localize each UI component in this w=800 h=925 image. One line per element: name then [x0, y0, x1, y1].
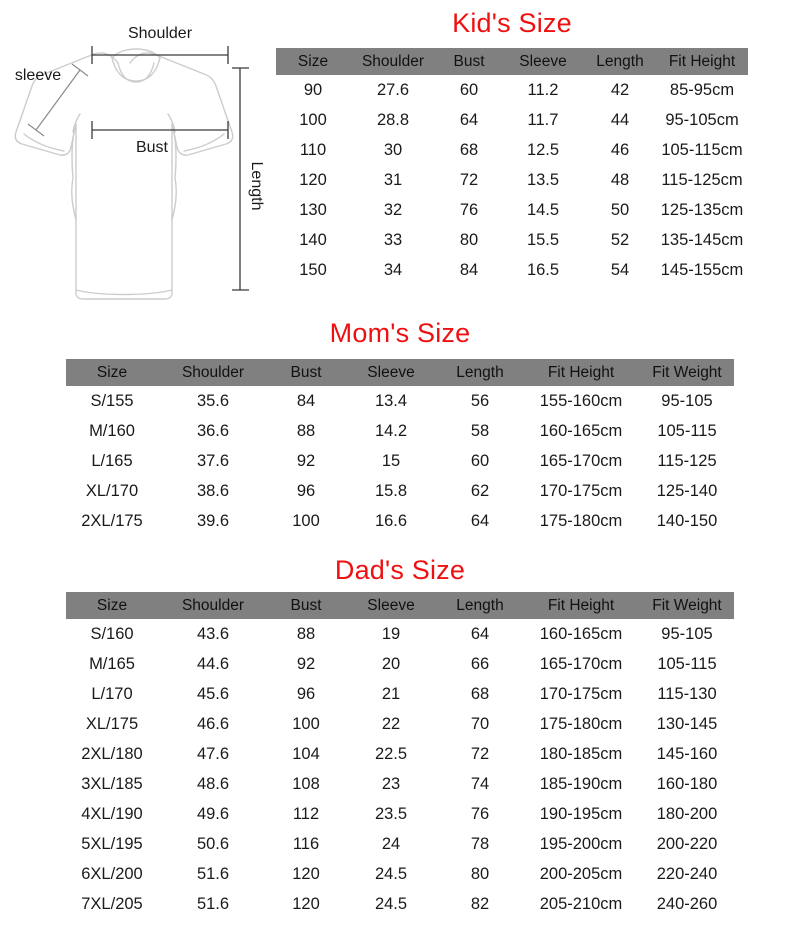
table-row: [276, 135, 748, 165]
table-cell: 116: [292, 834, 320, 853]
table-cell: 78: [470, 834, 490, 853]
moms-table-body: [66, 386, 734, 536]
column-header: Length: [584, 48, 656, 75]
table-cell: 23: [381, 774, 401, 793]
table-cell: 49.6: [196, 804, 230, 823]
table-cell: 110: [299, 140, 327, 159]
bust-measure-line: [92, 121, 228, 139]
column-header: Shoulder: [158, 359, 268, 386]
table-cell: 170-175cm: [539, 481, 623, 500]
table-row: [66, 799, 734, 829]
table-cell: 112: [292, 804, 320, 823]
shoulder-label: Shoulder: [127, 25, 193, 42]
table-cell: 96: [296, 684, 316, 703]
column-header: Bust: [268, 592, 344, 619]
table-cell: 88: [296, 421, 316, 440]
table-cell: 90: [303, 80, 323, 99]
table-cell: 145-155cm: [660, 260, 744, 279]
table-row: [66, 769, 734, 799]
table-row: [66, 829, 734, 859]
table-cell: 22: [381, 714, 401, 733]
table-cell: 11.2: [527, 80, 559, 99]
table-cell: 5XL/195: [81, 834, 143, 853]
table-cell: 64: [470, 511, 490, 530]
column-header: Fit Height: [656, 48, 748, 75]
table-cell: 52: [610, 230, 630, 249]
table-row: [276, 105, 748, 135]
table-cell: 3XL/185: [81, 774, 143, 793]
table-cell: 44: [610, 110, 630, 129]
table-row: [276, 225, 748, 255]
length-measure-line: [232, 68, 249, 290]
table-cell: 22.5: [374, 744, 408, 763]
table-cell: 120: [299, 170, 327, 189]
table-cell: 54: [610, 260, 630, 279]
table-cell: 50.6: [196, 834, 230, 853]
table-cell: 39.6: [196, 511, 230, 530]
table-cell: 95-105: [661, 391, 713, 410]
table-row: [276, 75, 748, 105]
table-cell: 24: [381, 834, 401, 853]
table-cell: 50: [610, 200, 630, 219]
table-cell: L/165: [91, 451, 133, 470]
column-header: Size: [276, 48, 350, 75]
table-header-row: [276, 48, 748, 75]
table-cell: 95-105: [661, 624, 713, 643]
table-cell: 105-115: [657, 654, 717, 673]
table-cell: 16.6: [374, 511, 408, 530]
table-cell: 68: [459, 140, 479, 159]
table-cell: 19: [381, 624, 401, 643]
table-cell: 46.6: [196, 714, 230, 733]
table-cell: 70: [470, 714, 490, 733]
column-header: Fit Weight: [640, 592, 734, 619]
table-cell: 85-95cm: [669, 80, 735, 99]
table-cell: 60: [459, 80, 479, 99]
table-cell: 23.5: [374, 804, 408, 823]
table-cell: 72: [470, 744, 490, 763]
table-cell: 140-150: [656, 511, 718, 530]
column-header: Shoulder: [350, 48, 436, 75]
table-row: [66, 889, 734, 919]
table-cell: XL/170: [85, 481, 139, 500]
table-cell: 120: [292, 894, 320, 913]
table-cell: 60: [470, 451, 490, 470]
table-cell: 48: [610, 170, 630, 189]
table-row: [276, 165, 748, 195]
table-cell: 56: [470, 391, 490, 410]
column-header: Fit Weight: [640, 359, 734, 386]
table-cell: 21: [381, 684, 401, 703]
table-cell: 200-205cm: [539, 864, 623, 883]
table-row: [66, 679, 734, 709]
column-header: Bust: [268, 359, 344, 386]
table-cell: 34: [383, 260, 403, 279]
table-cell: 12.5: [526, 140, 560, 159]
table-cell: 125-140: [656, 481, 718, 500]
table-cell: 100: [299, 110, 327, 129]
dads-size-title: Dad's Size: [334, 555, 466, 585]
table-cell: 125-135cm: [660, 200, 744, 219]
table-cell: 155-160cm: [539, 391, 623, 410]
table-cell: 165-170cm: [539, 451, 623, 470]
table-cell: 160-165cm: [539, 421, 623, 440]
table-cell: 92: [296, 451, 316, 470]
column-header: Size: [66, 359, 158, 386]
table-cell: 16.5: [526, 260, 560, 279]
table-cell: 32: [383, 200, 403, 219]
table-cell: 100: [292, 511, 320, 530]
dads-size-table: [66, 592, 734, 919]
tshirt-measurement-diagram: [0, 8, 272, 308]
table-cell: 2XL/180: [81, 744, 143, 763]
table-cell: 190-195cm: [539, 804, 623, 823]
table-cell: 180-185cm: [539, 744, 623, 763]
table-cell: 15.5: [526, 230, 560, 249]
table-cell: 15: [381, 451, 401, 470]
table-cell: 15.8: [374, 481, 408, 500]
table-cell: 108: [292, 774, 320, 793]
table-cell: S/160: [90, 624, 134, 643]
table-cell: 115-125cm: [661, 170, 743, 189]
table-cell: 14.5: [526, 200, 560, 219]
table-row: [276, 255, 748, 285]
table-cell: 42: [610, 80, 630, 99]
table-cell: 44.6: [196, 654, 230, 673]
table-cell: 35.6: [196, 391, 230, 410]
table-cell: 205-210cm: [539, 894, 623, 913]
table-cell: 64: [470, 624, 490, 643]
table-cell: 95-105cm: [665, 110, 739, 129]
table-cell: 130: [299, 200, 327, 219]
column-header: Sleeve: [344, 359, 438, 386]
table-cell: 58: [470, 421, 490, 440]
table-cell: 104: [292, 744, 320, 763]
table-cell: 92: [296, 654, 316, 673]
table-cell: M/160: [89, 421, 135, 440]
table-row: [66, 416, 734, 446]
table-cell: 6XL/200: [81, 864, 143, 883]
table-cell: 31: [383, 170, 403, 189]
table-cell: 175-180cm: [539, 714, 623, 733]
table-cell: 175-180cm: [539, 511, 623, 530]
sleeve-label: sleeve: [14, 67, 62, 84]
table-cell: 88: [296, 624, 316, 643]
table-row: [66, 649, 734, 679]
table-cell: 105-115: [657, 421, 717, 440]
table-cell: 4XL/190: [81, 804, 143, 823]
table-cell: 165-170cm: [539, 654, 623, 673]
table-cell: 130-145: [656, 714, 718, 733]
table-row: [66, 859, 734, 889]
table-cell: 45.6: [196, 684, 230, 703]
table-cell: 68: [470, 684, 490, 703]
table-cell: 200-220: [656, 834, 718, 853]
table-cell: 185-190cm: [539, 774, 623, 793]
table-row: [66, 446, 734, 476]
table-cell: S/155: [90, 391, 134, 410]
table-cell: 30: [383, 140, 403, 159]
table-row: [66, 476, 734, 506]
table-cell: 170-175cm: [539, 684, 623, 703]
table-cell: 135-145cm: [660, 230, 744, 249]
table-header-row: [66, 359, 734, 386]
table-cell: 180-200: [656, 804, 718, 823]
table-row: [66, 619, 734, 649]
bust-label: Bust: [135, 139, 169, 156]
table-cell: 2XL/175: [81, 511, 143, 530]
table-cell: 38.6: [196, 481, 230, 500]
table-cell: 96: [296, 481, 316, 500]
table-cell: 115-130: [657, 684, 717, 703]
table-cell: M/165: [89, 654, 135, 673]
table-cell: L/170: [91, 684, 133, 703]
table-cell: 140: [299, 230, 327, 249]
table-cell: 36.6: [196, 421, 230, 440]
table-cell: 47.6: [196, 744, 230, 763]
table-cell: 145-160: [656, 744, 718, 763]
table-row: [66, 386, 734, 416]
table-cell: 240-260: [656, 894, 718, 913]
tshirt-outline-shape: [15, 49, 233, 299]
table-cell: XL/175: [85, 714, 139, 733]
column-header: Sleeve: [502, 48, 584, 75]
table-cell: 14.2: [374, 421, 408, 440]
moms-size-table: [66, 359, 734, 536]
table-row: [276, 195, 748, 225]
table-cell: 115-125: [657, 451, 717, 470]
table-cell: 13.4: [374, 391, 408, 410]
table-cell: 48.6: [196, 774, 230, 793]
kids-table-body: [276, 75, 748, 285]
table-cell: 80: [470, 864, 490, 883]
column-header: Shoulder: [158, 592, 268, 619]
table-cell: 37.6: [196, 451, 230, 470]
table-cell: 76: [459, 200, 479, 219]
table-row: [66, 739, 734, 769]
column-header: Sleeve: [344, 592, 438, 619]
table-cell: 11.7: [527, 110, 559, 129]
table-header-row: [66, 592, 734, 619]
table-cell: 43.6: [196, 624, 230, 643]
column-header: Fit Height: [522, 592, 640, 619]
table-cell: 24.5: [374, 894, 408, 913]
table-cell: 66: [470, 654, 490, 673]
table-cell: 80: [459, 230, 479, 249]
table-cell: 7XL/205: [81, 894, 143, 913]
table-cell: 84: [296, 391, 316, 410]
table-cell: 150: [299, 260, 327, 279]
table-cell: 24.5: [374, 864, 408, 883]
table-cell: 62: [470, 481, 490, 500]
table-cell: 160-165cm: [539, 624, 623, 643]
table-cell: 28.8: [376, 110, 410, 129]
table-cell: 195-200cm: [539, 834, 623, 853]
table-cell: 13.5: [526, 170, 560, 189]
table-row: [66, 506, 734, 536]
column-header: Bust: [436, 48, 502, 75]
table-cell: 220-240: [656, 864, 718, 883]
table-cell: 84: [459, 260, 479, 279]
table-cell: 100: [292, 714, 320, 733]
table-cell: 27.6: [376, 80, 410, 99]
length-label: Length: [248, 161, 265, 211]
table-row: [66, 709, 734, 739]
column-header: Fit Height: [522, 359, 640, 386]
column-header: Length: [438, 592, 522, 619]
table-cell: 51.6: [196, 894, 230, 913]
dads-table-body: [66, 619, 734, 919]
kids-size-title: Kid's Size: [452, 8, 572, 38]
moms-size-title: Mom's Size: [329, 318, 471, 348]
table-cell: 33: [383, 230, 403, 249]
column-header: Length: [438, 359, 522, 386]
kids-size-table: [276, 48, 748, 285]
table-cell: 105-115cm: [661, 140, 743, 159]
table-cell: 46: [610, 140, 630, 159]
table-cell: 64: [459, 110, 479, 129]
table-cell: 72: [459, 170, 479, 189]
table-cell: 74: [470, 774, 490, 793]
column-header: Size: [66, 592, 158, 619]
table-cell: 82: [470, 894, 490, 913]
table-cell: 76: [470, 804, 490, 823]
table-cell: 160-180: [656, 774, 718, 793]
table-cell: 120: [292, 864, 320, 883]
table-cell: 51.6: [196, 864, 230, 883]
table-cell: 20: [381, 654, 401, 673]
